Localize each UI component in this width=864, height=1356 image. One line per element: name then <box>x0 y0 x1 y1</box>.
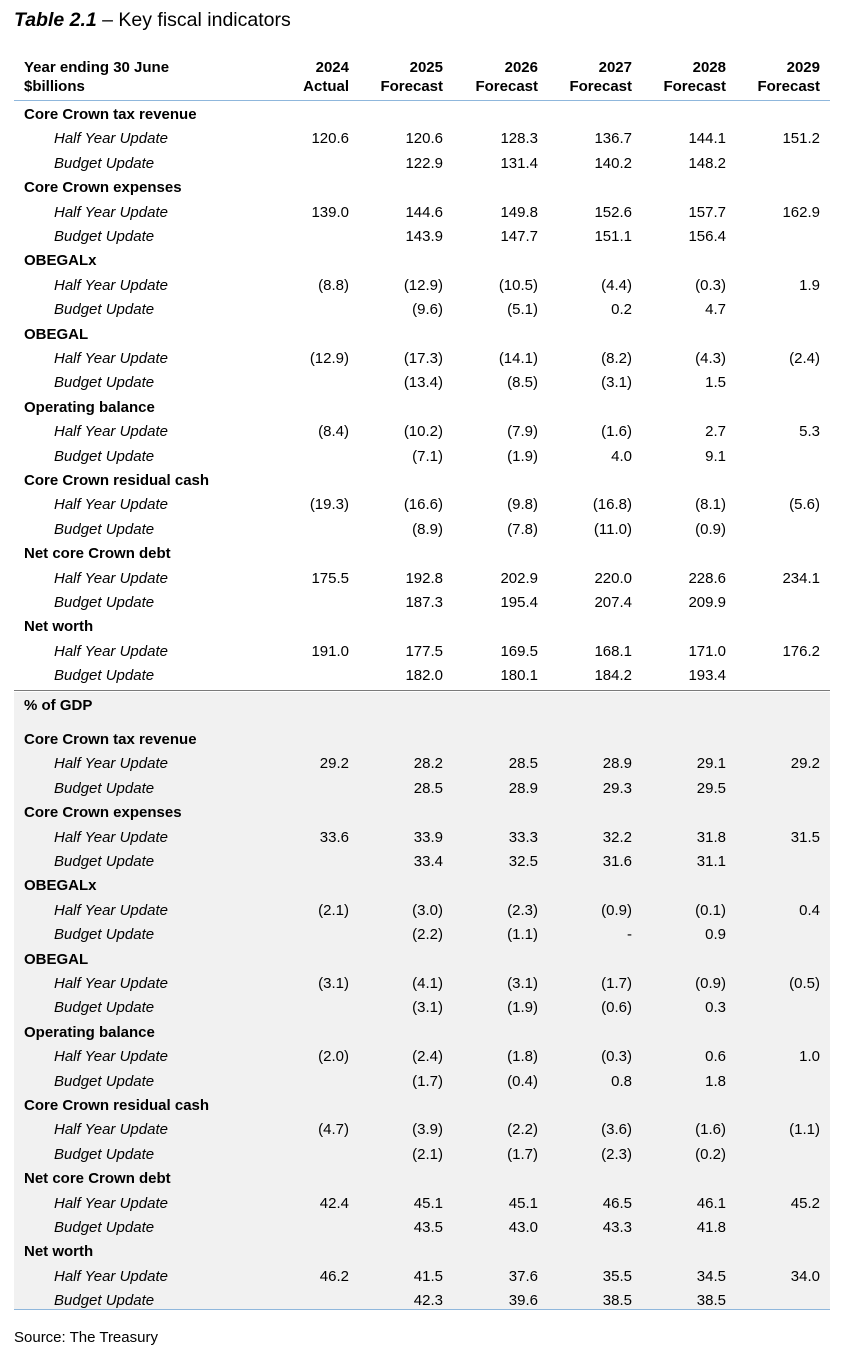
table-cell: (1.8) <box>507 1048 538 1066</box>
indicator-group-row <box>0 176 864 200</box>
half-year-update-row <box>0 640 864 664</box>
table-cell: 128.3 <box>500 130 538 148</box>
row-header <box>24 58 169 96</box>
row-label: Half Year Update <box>54 1194 168 1212</box>
indicator-group-row <box>0 801 864 825</box>
table-cell: (5.6) <box>789 496 820 514</box>
row-label: Half Year Update <box>54 1121 168 1139</box>
row-label: Budget Update <box>54 1219 155 1236</box>
half-year-update-row <box>0 1265 864 1289</box>
budget-update-row <box>0 923 864 947</box>
indicator-group-row <box>0 1021 864 1045</box>
row-label: Half Year Update <box>54 1048 168 1066</box>
row-label: Net worth <box>24 618 94 636</box>
table-cell: 149.8 <box>500 203 538 221</box>
row-label: Net worth <box>24 1243 94 1261</box>
table-cell: 131.4 <box>500 154 538 172</box>
table-cell: 152.6 <box>594 203 632 221</box>
table-cell: (13.4) <box>403 374 443 392</box>
table-cell: 32.2 <box>602 828 632 846</box>
table-cell: (8.9) <box>412 520 443 538</box>
table-cell: - <box>627 926 632 944</box>
column-year: 2024 <box>315 59 349 76</box>
table-cell: 168.1 <box>594 642 632 660</box>
row-label: Half Year Update <box>54 975 168 992</box>
budget-update-row <box>0 777 864 801</box>
indicator-group-row <box>0 1094 864 1118</box>
half-year-update-row <box>0 274 864 298</box>
column-kind: Forecast <box>475 78 538 95</box>
table-cell: (12.9) <box>403 276 443 294</box>
table-cell: (7.9) <box>507 423 538 441</box>
row-label: Budget Update <box>54 374 155 392</box>
column-header-2024 <box>303 58 349 96</box>
table-cell: 29.2 <box>319 755 349 773</box>
indicator-group-row <box>0 874 864 898</box>
budget-update-row <box>0 371 864 395</box>
table-cell: 1.0 <box>799 1048 820 1066</box>
row-label: Half Year Update <box>54 569 168 587</box>
table-cell: (2.3) <box>507 901 538 919</box>
indicator-group-row <box>0 948 864 972</box>
row-label: Budget Update <box>54 228 155 245</box>
table-cell: (1.9) <box>507 999 538 1017</box>
table-cell: 176.2 <box>782 642 820 660</box>
table-cell: 38.5 <box>696 1292 726 1310</box>
table-cell: 37.6 <box>508 1267 538 1285</box>
table-cell: 4.7 <box>705 301 726 319</box>
table-cell: 45.1 <box>508 1194 538 1212</box>
budget-update-row <box>0 1143 864 1167</box>
budget-update-row <box>0 664 864 688</box>
table-cell: (4.1) <box>412 975 443 992</box>
table-number: Table 2.1 <box>14 9 97 31</box>
table-cell: 1.5 <box>705 374 726 392</box>
table-cell: (1.6) <box>601 423 632 441</box>
row-header-unit: $billions <box>24 78 85 95</box>
table-cell: (2.2) <box>412 926 443 944</box>
table-cell: 144.6 <box>405 203 443 221</box>
table-cell: (1.1) <box>789 1121 820 1139</box>
table-cell: (1.6) <box>695 1121 726 1139</box>
row-label: Core Crown expenses <box>24 804 182 822</box>
half-year-update-row <box>0 127 864 151</box>
table-cell: 122.9 <box>405 154 443 172</box>
indicator-group-row <box>0 728 864 752</box>
table-cell: 45.1 <box>413 1194 443 1212</box>
table-cell: 151.1 <box>594 228 632 245</box>
table-cell: (2.1) <box>412 1145 443 1163</box>
table-cell: 147.7 <box>500 228 538 245</box>
table-cell: (0.3) <box>601 1048 632 1066</box>
table-cell: 31.6 <box>602 853 632 870</box>
column-year: 2025 <box>409 59 443 76</box>
table-cell: 209.9 <box>688 594 726 611</box>
indicator-group-row <box>0 396 864 420</box>
row-label: Core Crown residual cash <box>24 472 210 489</box>
budget-update-row <box>0 850 864 874</box>
table-cell: 192.8 <box>405 569 443 587</box>
table-cell: 0.9 <box>705 926 726 944</box>
half-year-update-row <box>0 899 864 923</box>
table-cell: 33.6 <box>319 828 349 846</box>
table-cell: 144.1 <box>688 130 726 148</box>
table-cell: 43.5 <box>413 1219 443 1236</box>
indicator-group-row <box>0 542 864 566</box>
table-cell: 28.5 <box>508 755 538 773</box>
table-cell: (12.9) <box>309 350 349 367</box>
row-label: Half Year Update <box>54 828 168 846</box>
row-label: Half Year Update <box>54 203 168 221</box>
source-note: Source: The Treasury <box>14 1329 158 1346</box>
indicator-group-row <box>0 103 864 127</box>
table-cell: 140.2 <box>594 154 632 172</box>
table-cell: (0.9) <box>601 901 632 919</box>
row-label: Budget Update <box>54 999 155 1017</box>
table-cell: 4.0 <box>611 447 632 465</box>
table-cell: 29.1 <box>696 755 726 773</box>
table-cell: (0.1) <box>695 901 726 919</box>
table-cell: 28.2 <box>413 755 443 773</box>
row-label: Budget Update <box>54 520 155 538</box>
table-cell: 29.2 <box>790 755 820 773</box>
table-cell: 39.6 <box>508 1292 538 1310</box>
table-cell: (17.3) <box>403 350 443 367</box>
table-caption: – Key fiscal indicators <box>96 9 291 31</box>
row-label: Budget Update <box>54 667 155 685</box>
table-cell: 9.1 <box>705 447 726 465</box>
half-year-update-row <box>0 1118 864 1142</box>
table-cell: 43.3 <box>602 1219 632 1236</box>
table-cell: (7.8) <box>507 520 538 538</box>
table-cell: 139.0 <box>311 203 349 221</box>
column-kind: Forecast <box>757 78 820 95</box>
table-cell: 156.4 <box>688 228 726 245</box>
column-year: 2029 <box>786 59 820 76</box>
table-cell: 34.0 <box>790 1267 820 1285</box>
table-cell: 1.9 <box>799 276 820 294</box>
column-header-2027 <box>569 58 632 96</box>
table-cell: (3.1) <box>412 999 443 1017</box>
table-cell: 136.7 <box>594 130 632 148</box>
column-header-2026 <box>475 58 538 96</box>
column-kind: Forecast <box>663 78 726 95</box>
table-cell: 45.2 <box>790 1194 820 1212</box>
column-year: 2026 <box>504 59 538 76</box>
table-cell: (8.5) <box>507 374 538 392</box>
table-cell: 1.8 <box>705 1072 726 1090</box>
table-cell: 42.3 <box>413 1292 443 1310</box>
indicator-group-row <box>0 1167 864 1191</box>
table-cell: (1.7) <box>601 975 632 992</box>
table-cell: 169.5 <box>500 642 538 660</box>
table-cell: 171.0 <box>688 642 726 660</box>
row-label: Core Crown residual cash <box>24 1097 210 1114</box>
row-label: Half Year Update <box>54 1267 168 1285</box>
table-cell: 228.6 <box>688 569 726 587</box>
half-year-update-row <box>0 493 864 517</box>
table-cell: 41.8 <box>696 1219 726 1236</box>
table-cell: 184.2 <box>594 667 632 685</box>
row-label: Budget Update <box>54 1145 155 1163</box>
table-cell: (16.8) <box>592 496 632 514</box>
table-cell: 28.9 <box>508 779 538 797</box>
table-cell: 31.1 <box>696 853 726 870</box>
row-label: Budget Update <box>54 853 155 870</box>
table-bottom-rule <box>14 1309 830 1310</box>
row-label: Budget Update <box>54 594 155 611</box>
table-cell: 157.7 <box>688 203 726 221</box>
table-cell: (0.9) <box>695 520 726 538</box>
table-cell: (4.3) <box>695 350 726 367</box>
row-label: Net core Crown debt <box>24 545 171 563</box>
row-label: Operating balance <box>24 1023 155 1041</box>
table-cell: 31.8 <box>696 828 726 846</box>
table-cell: (9.8) <box>507 496 538 514</box>
table-cell: 151.2 <box>782 130 820 148</box>
table-cell: (3.1) <box>318 975 349 992</box>
table-cell: (2.4) <box>789 350 820 367</box>
table-cell: 202.9 <box>500 569 538 587</box>
table-cell: 46.2 <box>319 1267 349 1285</box>
table-cell: 0.2 <box>611 301 632 319</box>
indicator-group-row <box>0 469 864 493</box>
table-cell: 33.9 <box>413 828 443 846</box>
half-year-update-row <box>0 347 864 371</box>
table-cell: (0.5) <box>789 975 820 992</box>
table-cell: 0.4 <box>799 901 820 919</box>
table-cell: 182.0 <box>405 667 443 685</box>
table-cell: 33.4 <box>413 853 443 870</box>
table-cell: (8.1) <box>695 496 726 514</box>
table-cell: 175.5 <box>311 569 349 587</box>
half-year-update-row <box>0 420 864 444</box>
table-cell: (1.7) <box>507 1145 538 1163</box>
table-cell: (2.3) <box>601 1145 632 1163</box>
table-cell: 234.1 <box>782 569 820 587</box>
column-kind: Forecast <box>569 78 632 95</box>
table-cell: (0.6) <box>601 999 632 1017</box>
table-cell: 195.4 <box>500 594 538 611</box>
table-cell: 43.0 <box>508 1219 538 1236</box>
row-header-period: Year ending 30 June <box>24 59 170 76</box>
half-year-update-row <box>0 1045 864 1069</box>
indicator-group-row <box>0 323 864 347</box>
table-header <box>0 58 864 100</box>
table-cell: (11.0) <box>593 520 632 538</box>
half-year-update-row <box>0 972 864 996</box>
row-label: OBEGALx <box>24 877 97 895</box>
indicator-group-row <box>0 615 864 639</box>
table-cell: (8.2) <box>601 350 632 367</box>
table-cell: 28.5 <box>413 779 443 797</box>
table-cell: 46.5 <box>602 1194 632 1212</box>
row-label: Core Crown tax revenue <box>24 106 197 123</box>
table-cell: (2.0) <box>318 1048 349 1066</box>
table-cell: 120.6 <box>311 130 349 148</box>
budget-update-row <box>0 518 864 542</box>
header-rule <box>14 100 830 101</box>
table-cell: 120.6 <box>405 130 443 148</box>
table-cell: (2.4) <box>412 1048 443 1066</box>
budget-update-row <box>0 445 864 469</box>
table-cell: 38.5 <box>602 1292 632 1310</box>
row-label: Budget Update <box>54 926 155 944</box>
table-cell: 29.5 <box>696 779 726 797</box>
column-header-2025 <box>380 58 443 96</box>
budget-update-row <box>0 591 864 615</box>
table-cell: (10.5) <box>498 276 538 294</box>
half-year-update-row <box>0 752 864 776</box>
table-cell: 46.1 <box>696 1194 726 1212</box>
table-cell: (8.8) <box>318 276 349 294</box>
table-cell: (0.2) <box>695 1145 726 1163</box>
table-title <box>14 9 291 32</box>
budget-update-row <box>0 298 864 322</box>
table-cell: 5.3 <box>799 423 820 441</box>
table-cell: 0.8 <box>611 1072 632 1090</box>
row-label: Core Crown expenses <box>24 179 182 197</box>
table-cell: (10.2) <box>403 423 443 441</box>
table-cell: (0.4) <box>507 1072 538 1090</box>
table-cell: (8.4) <box>318 423 349 441</box>
row-label: Core Crown tax revenue <box>24 731 197 748</box>
table-cell: (3.1) <box>507 975 538 992</box>
budget-update-row <box>0 152 864 176</box>
table-cell: (2.1) <box>318 901 349 919</box>
column-header-2029 <box>757 58 820 96</box>
table-cell: (0.3) <box>695 276 726 294</box>
row-label: Half Year Update <box>54 350 168 367</box>
row-label: Budget Update <box>54 447 155 465</box>
gdp-section-title: % of GDP <box>24 697 93 714</box>
table-cell: 28.9 <box>602 755 632 773</box>
table-cell: 193.4 <box>688 667 726 685</box>
row-label: Half Year Update <box>54 496 168 514</box>
column-kind: Actual <box>303 78 349 95</box>
table-cell: (2.2) <box>507 1121 538 1139</box>
table-cell: (14.1) <box>498 350 538 367</box>
row-label: Half Year Update <box>54 755 168 773</box>
table-cell: (1.7) <box>412 1072 443 1090</box>
table-cell: 162.9 <box>782 203 820 221</box>
row-label: Budget Update <box>54 301 155 319</box>
budget-update-row <box>0 1070 864 1094</box>
table-cell: 180.1 <box>500 667 538 685</box>
table-cell: 34.5 <box>696 1267 726 1285</box>
row-label: Half Year Update <box>54 276 168 294</box>
budget-update-row <box>0 225 864 249</box>
half-year-update-row <box>0 201 864 225</box>
table-cell: 177.5 <box>405 642 443 660</box>
table-cell: 35.5 <box>602 1267 632 1285</box>
table-cell: 143.9 <box>405 228 443 245</box>
table-cell: 33.3 <box>508 828 538 846</box>
table-cell: 0.6 <box>705 1048 726 1066</box>
half-year-update-row <box>0 567 864 591</box>
table-cell: 207.4 <box>594 594 632 611</box>
table-cell: 32.5 <box>508 853 538 870</box>
row-label: Half Year Update <box>54 130 168 148</box>
table-cell: (4.4) <box>601 276 632 294</box>
table-cell: (16.6) <box>403 496 443 514</box>
row-label: Budget Update <box>54 154 155 172</box>
table-cell: (5.1) <box>507 301 538 319</box>
row-label: Budget Update <box>54 1072 155 1090</box>
column-header-2028 <box>663 58 726 96</box>
table-cell: (3.9) <box>412 1121 443 1139</box>
table-cell: (3.1) <box>601 374 632 392</box>
table-cell: (9.6) <box>412 301 443 319</box>
column-kind: Forecast <box>380 78 443 95</box>
table-cell: 187.3 <box>405 594 443 611</box>
row-label: Half Year Update <box>54 642 168 660</box>
row-label: OBEGAL <box>24 325 89 343</box>
row-label: Half Year Update <box>54 423 168 441</box>
section-divider <box>14 690 830 691</box>
table-cell: 0.3 <box>705 999 726 1017</box>
table-cell: (7.1) <box>412 447 443 465</box>
table-cell: 220.0 <box>594 569 632 587</box>
budget-update-row <box>0 1216 864 1240</box>
column-year: 2027 <box>598 59 632 76</box>
row-label: OBEGAL <box>24 950 89 968</box>
indicator-group-row <box>0 249 864 273</box>
table-cell: 41.5 <box>413 1267 443 1285</box>
row-label: OBEGALx <box>24 252 97 270</box>
budget-update-row <box>0 996 864 1020</box>
table-cell: 42.4 <box>319 1194 349 1212</box>
row-label: Budget Update <box>54 779 155 797</box>
table-cell: (4.7) <box>318 1121 349 1139</box>
half-year-update-row <box>0 826 864 850</box>
row-label: Operating balance <box>24 398 155 416</box>
table-cell: 2.7 <box>705 423 726 441</box>
row-label: Net core Crown debt <box>24 1170 171 1188</box>
half-year-update-row <box>0 1192 864 1216</box>
indicator-group-row <box>0 1240 864 1264</box>
row-label: Budget Update <box>54 1292 155 1310</box>
table-cell: (19.3) <box>309 496 349 514</box>
table-cell: 31.5 <box>790 828 820 846</box>
table-cell: (0.9) <box>695 975 726 992</box>
table-cell: (3.6) <box>601 1121 632 1139</box>
column-year: 2028 <box>692 59 726 76</box>
row-label: Half Year Update <box>54 901 168 919</box>
table-cell: (1.1) <box>507 926 538 944</box>
table-cell: (3.0) <box>412 901 443 919</box>
table-cell: 29.3 <box>602 779 632 797</box>
table-cell: 148.2 <box>688 154 726 172</box>
table-cell: 191.0 <box>311 642 349 660</box>
table-cell: (1.9) <box>507 447 538 465</box>
